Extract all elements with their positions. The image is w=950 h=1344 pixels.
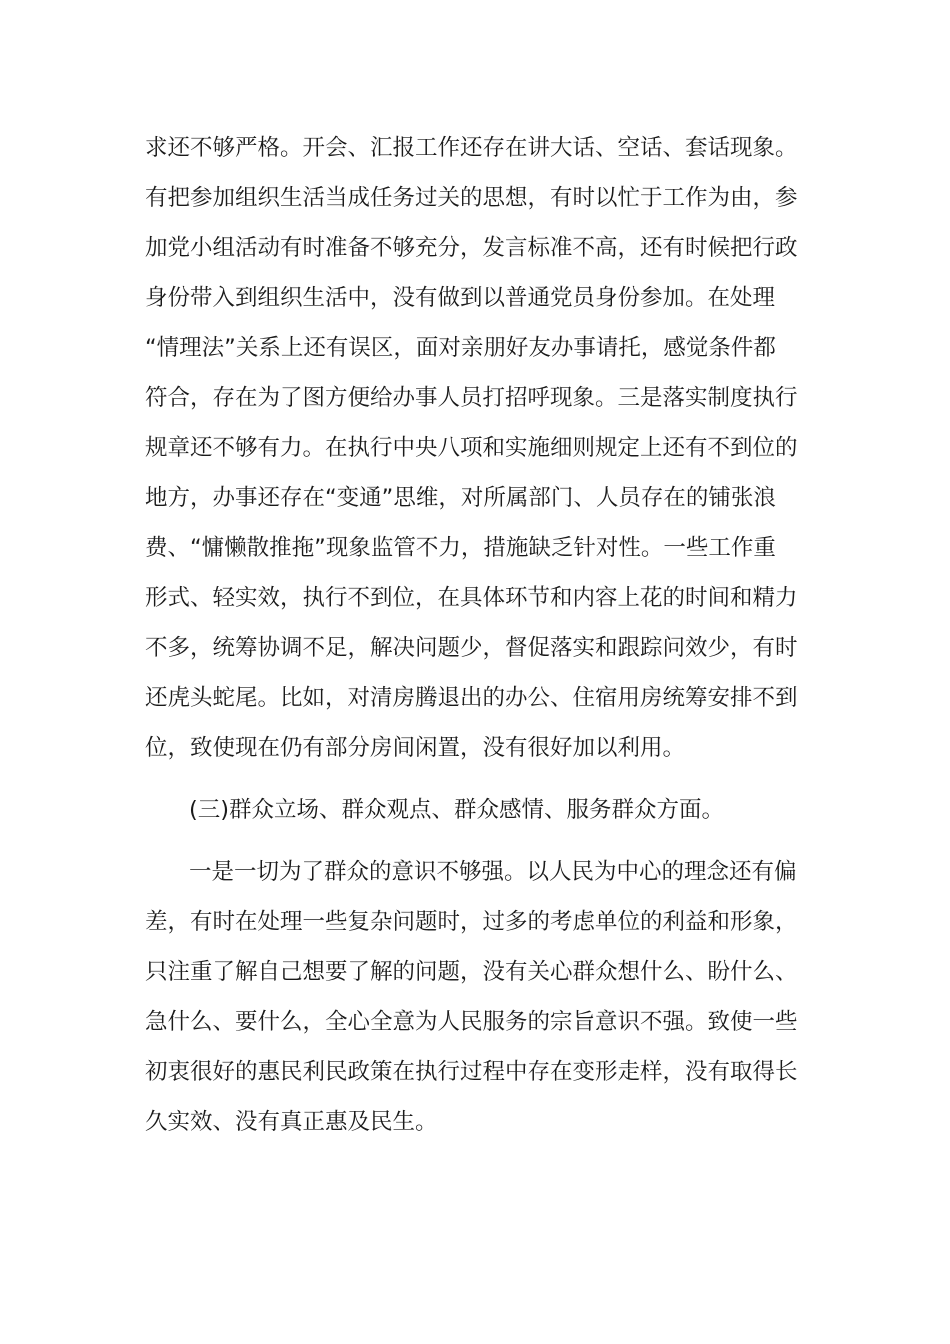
text-line: 久实效、没有真正惠及民生。 xyxy=(145,1109,438,1135)
section-heading: (三)群众立场、群众观点、群众感情、服务群众方面。 xyxy=(189,797,725,823)
text-line: 费、“慵懒散推拖”现象监管不力，措施缺乏针对性。一些工作重 xyxy=(145,535,776,561)
text-line: 符合，存在为了图方便给办事人员打招呼现象。三是落实制度执行 xyxy=(145,385,798,411)
text-line: “情理法”关系上还有误区，面对亲朋好友办事请托，感觉条件都 xyxy=(145,335,776,361)
text-line: 位，致使现在仍有部分房间闲置，没有很好加以利用。 xyxy=(145,735,686,761)
text-line: 差，有时在处理一些复杂问题时，过多的考虑单位的利益和形象， xyxy=(145,909,798,935)
text-line: 不多，统筹协调不足，解决问题少，督促落实和跟踪问效少，有时 xyxy=(145,635,798,661)
text-line: 规章还不够有力。在执行中央八项和实施细则规定上还有不到位的 xyxy=(145,435,798,461)
text-line: 形式、轻实效，执行不到位，在具体环节和内容上花的时间和精力 xyxy=(145,585,798,611)
text-line: 一是一切为了群众的意识不够强。以人民为中心的理念还有偏 xyxy=(189,859,797,885)
text-line: 身份带入到组织生活中，没有做到以普通党员身份参加。在处理 xyxy=(145,285,776,311)
text-line: 求还不够严格。开会、汇报工作还存在讲大话、空话、套话现象。 xyxy=(145,135,798,161)
text-line: 还虎头蛇尾。比如，对清房腾退出的办公、住宿用房统筹安排不到 xyxy=(145,685,798,711)
text-line: 地方，办事还存在“变通”思维，对所属部门、人员存在的铺张浪 xyxy=(145,485,776,511)
text-line: 有把参加组织生活当成任务过关的思想，有时以忙于工作为由，参 xyxy=(145,185,798,211)
text-line: 加党小组活动有时准备不够充分，发言标准不高，还有时候把行政 xyxy=(145,235,798,261)
text-line: 只注重了解自己想要了解的问题，没有关心群众想什么、盼什么、 xyxy=(145,959,798,985)
text-line: 急什么、要什么，全心全意为人民服务的宗旨意识不强。致使一些 xyxy=(145,1009,798,1035)
text-line: 初衷很好的惠民利民政策在执行过程中存在变形走样，没有取得长 xyxy=(145,1059,798,1085)
